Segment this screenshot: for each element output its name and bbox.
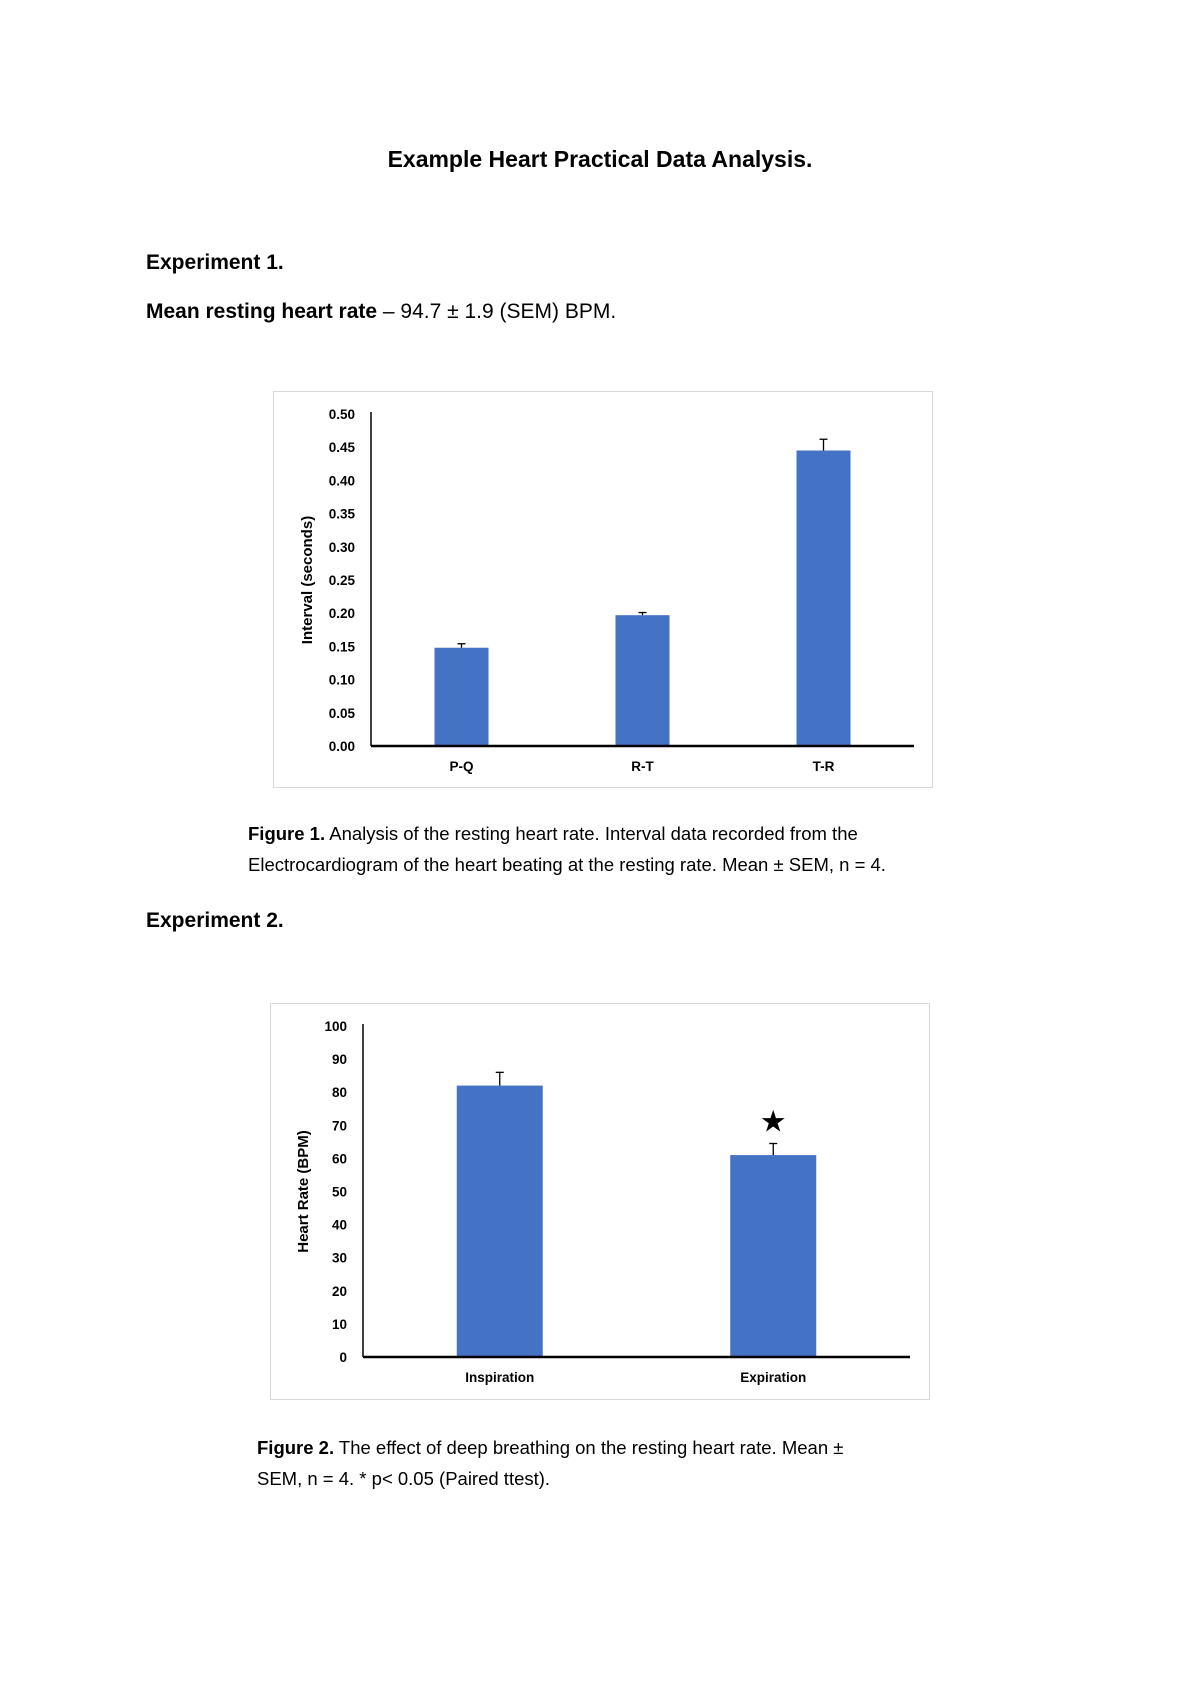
y-axis-label: Interval (seconds) [299,515,316,645]
y-tick-label: 0.15 [328,639,355,655]
y-tick-label: 0 [339,1350,347,1365]
bar [730,1155,816,1357]
x-tick-label: R-T [631,759,654,774]
resting-heart-rate-value: – 94.7 ± 1.9 (SEM) BPM. [377,300,617,323]
y-tick-label: 0.40 [328,473,355,489]
y-tick-label: 0.30 [328,539,355,555]
figure2-label: Figure 2. [257,1437,335,1458]
bar [616,615,670,746]
x-tick-label: Expiration [740,1370,807,1385]
x-tick-label: Inspiration [465,1370,535,1385]
figure2-caption [257,1432,843,1494]
y-tick-label: 40 [331,1217,347,1233]
y-tick-label: 0.25 [328,573,355,588]
y-axis-label: Heart Rate (BPM) [295,1130,312,1253]
significance-star-icon: ★ [759,1105,787,1139]
figure2-chart [271,1004,931,1401]
x-tick-label: P-Q [449,759,474,774]
figure1-label: Figure 1. [248,823,326,844]
figure1-caption-text-1: Analysis of the resting heart rate. Interval data recorded from the [325,823,858,844]
y-tick-label: 0.10 [328,672,355,688]
figure1-caption-text-2: Electrocardiogram of the heart beating at the resting rate. Mean ± SEM, n = 4. [248,854,886,875]
figure1-chart-frame [273,391,933,788]
figure2-caption-text-1: The effect of deep breathing on the resting heart rate. Mean ± [334,1437,844,1458]
figure1-caption [248,818,886,880]
y-tick-label: 60 [331,1151,347,1167]
bar [797,451,851,746]
x-tick-label: T-R [812,759,835,774]
resting-heart-rate-line [146,300,616,324]
bar [435,648,489,746]
figure2-chart-frame [270,1003,930,1400]
y-tick-label: 0.20 [328,606,355,622]
y-tick-label: 100 [324,1019,347,1034]
figure2-caption-text-2: SEM, n = 4. * p< 0.05 (Paired ttest). [257,1468,551,1489]
experiment2-heading: Experiment 2. [146,909,284,932]
document-title: Example Heart Practical Data Analysis. [387,146,813,172]
y-tick-label: 90 [331,1052,347,1068]
bar [457,1086,543,1357]
y-tick-label: 20 [331,1283,347,1299]
figure1-chart [274,392,934,789]
y-tick-label: 80 [331,1085,347,1101]
resting-heart-rate-label: Mean resting heart rate [146,300,378,323]
y-tick-label: 0.35 [328,506,355,522]
y-tick-label: 30 [331,1250,347,1266]
y-tick-label: 0.50 [328,407,355,422]
y-tick-label: 70 [331,1118,347,1134]
experiment1-heading: Experiment 1. [146,251,284,274]
y-tick-label: 10 [331,1316,347,1332]
y-tick-label: 0.00 [328,739,355,754]
y-tick-label: 0.05 [328,705,355,721]
y-tick-label: 50 [331,1184,347,1200]
y-tick-label: 0.45 [328,440,355,456]
